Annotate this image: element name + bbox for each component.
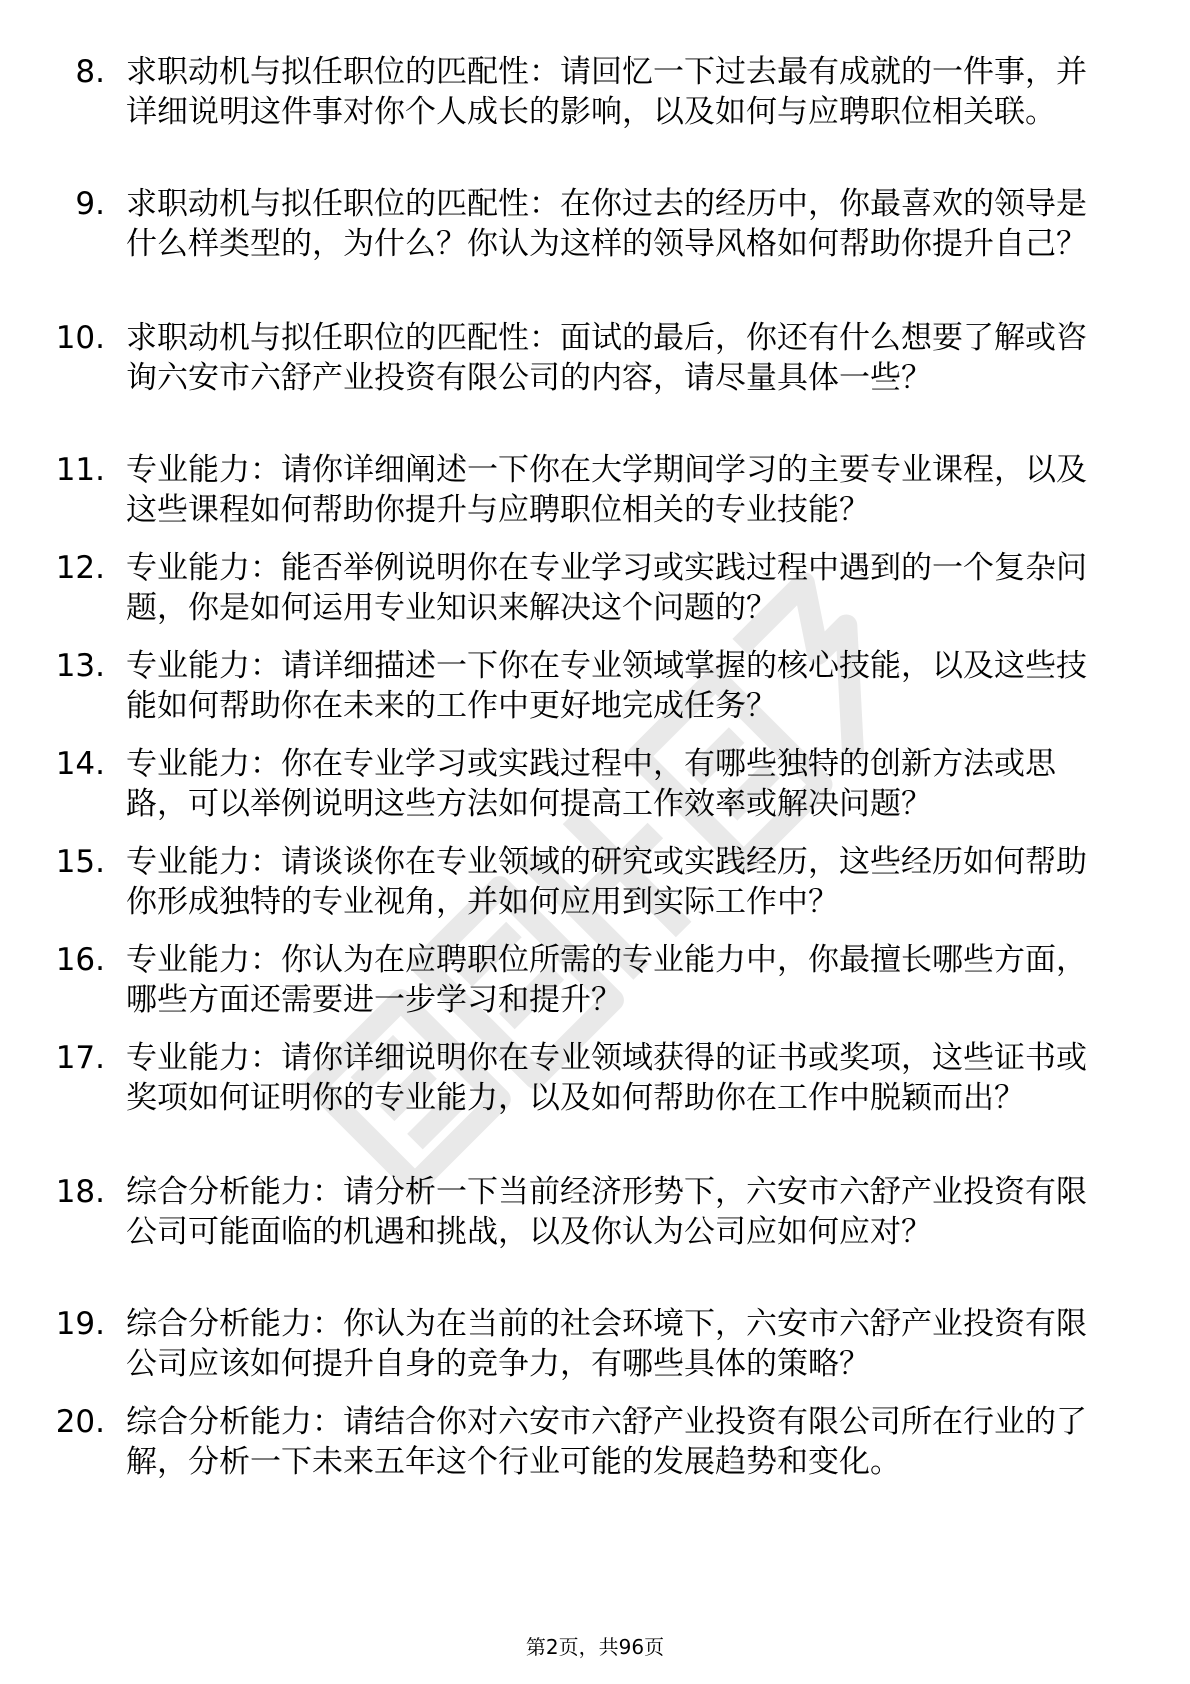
question-number: 17. (55, 1040, 105, 1076)
question-text: 专业能力：你认为在应聘职位所需的专业能力中，你最擅长哪些方面，哪些方面还需要进一步学习和提升？ (126, 942, 1087, 1018)
question-text: 专业能力：请你详细说明你在专业领域获得的证书或奖项，这些证书或奖项如何证明你的专业能力，以及如何帮助你在工作中脱颖而出？ (126, 1040, 1087, 1116)
question-text: 专业能力：请详细描述一下你在专业领域掌握的核心技能，以及这些技能如何帮助你在未来的工作中更好地完成任务？ (126, 648, 1087, 724)
question-number: 19. (55, 1306, 105, 1342)
question-number: 9. (75, 186, 105, 222)
question-text: 专业能力：你在专业学习或实践过程中，有哪些独特的创新方法或思路，可以举例说明这些方法如何提高工作效率或解决问题？ (126, 746, 1056, 822)
question-text: 专业能力：请你详细阐述一下你在大学期间学习的主要专业课程，以及这些课程如何帮助你提升与应聘职位相关的专业技能？ (126, 452, 1087, 528)
question-text: 求职动机与拟任职位的匹配性：在你过去的经历中，你最喜欢的领导是什么样类型的，为什么？你认为这样的领导风格如何帮助你提升自己？ (126, 186, 1087, 262)
question-text: 综合分析能力：请结合你对六安市六舒产业投资有限公司所在行业的了解，分析一下未来五年这个行业可能的发展趋势和变化。 (126, 1404, 1087, 1480)
question-number: 10. (55, 320, 105, 356)
question-number: 14. (55, 746, 105, 782)
question-number: 11. (55, 452, 105, 488)
question-number: 20. (55, 1404, 105, 1440)
question-number: 18. (55, 1174, 105, 1210)
question-number: 12. (55, 550, 105, 586)
question-text: 专业能力：能否举例说明你在专业学习或实践过程中遇到的一个复杂问题，你是如何运用专业知识来解决这个问题的？ (126, 550, 1087, 626)
question-text: 综合分析能力：请分析一下当前经济形势下，六安市六舒产业投资有限公司可能面临的机遇和挑战，以及你认为公司应如何应对？ (126, 1174, 1087, 1250)
question-number: 8. (75, 54, 105, 90)
question-number: 15. (55, 844, 105, 880)
question-number: 16. (55, 942, 105, 978)
question-text: 专业能力：请谈谈你在专业领域的研究或实践经历，这些经历如何帮助你形成独特的专业视角，并如何应用到实际工作中？ (126, 844, 1087, 920)
page-footer: 第2页，共96页 (525, 1635, 665, 1659)
question-text: 综合分析能力：你认为在当前的社会环境下，六安市六舒产业投资有限公司应该如何提升自身的竞争力，有哪些具体的策略？ (126, 1306, 1087, 1382)
question-text: 求职动机与拟任职位的匹配性：请回忆一下过去最有成就的一件事，并详细说明这件事对你个人成长的影响，以及如何与应聘职位相关联。 (126, 54, 1087, 130)
question-text: 求职动机与拟任职位的匹配性：面试的最后，你还有什么想要了解或咨询六安市六舒产业投资有限公司的内容，请尽量具体一些？ (126, 320, 1087, 396)
question-number: 13. (55, 648, 105, 684)
